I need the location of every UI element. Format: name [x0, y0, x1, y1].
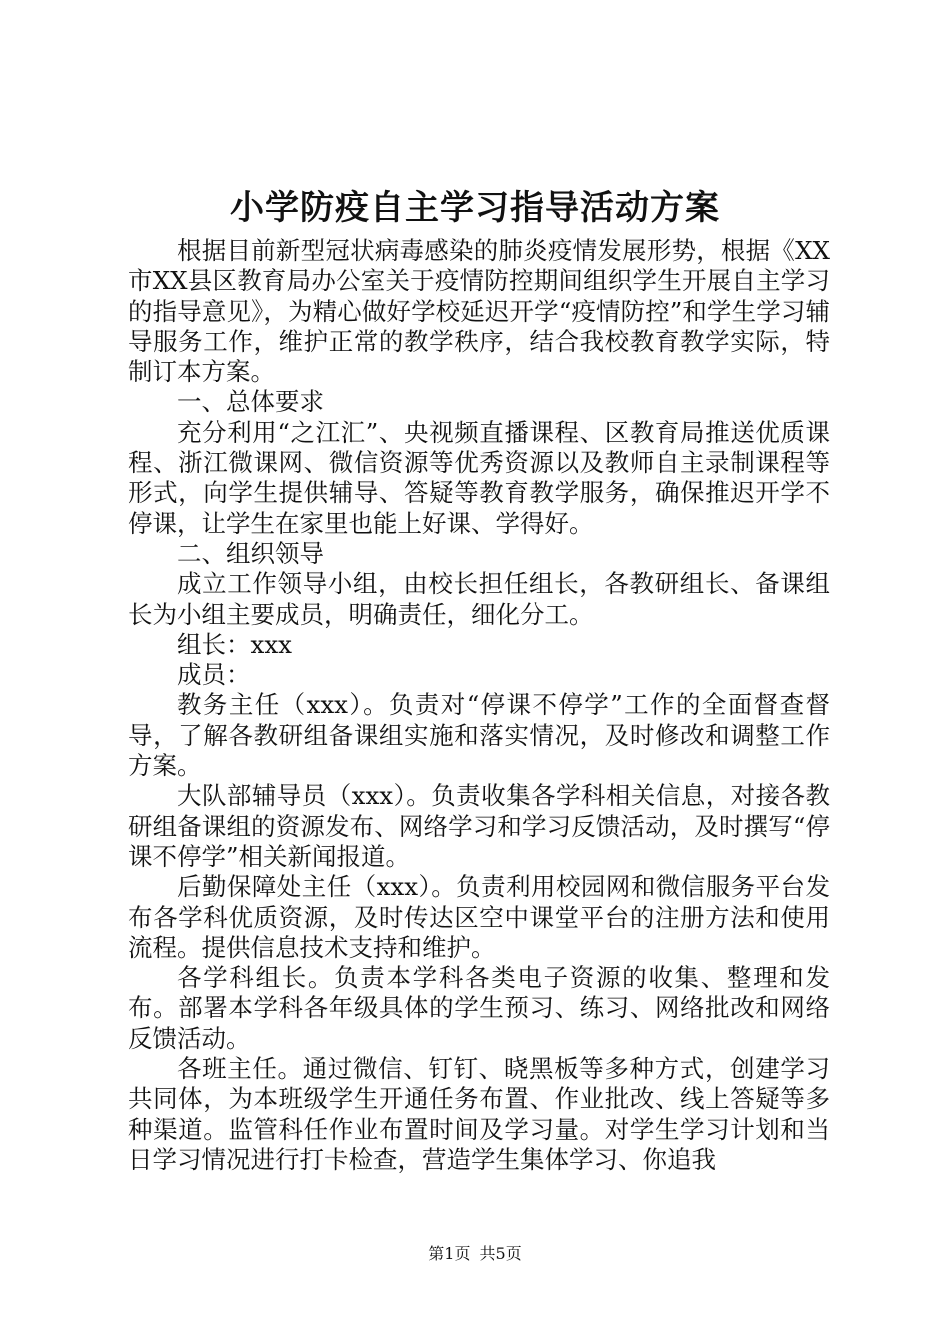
- paragraph-organization: 成立工作领导小组，由校长担任组长，各教研组长、备课组长为小组主要成员，明确责任，细化分工。: [128, 569, 830, 629]
- paragraph-brigade-counselor: 大队部辅导员（xxx）。负责收集各学科相关信息，对接各教研组备课组的资源发布、网络学习和学习反馈活动，及时撰写“停课不停学”相关新闻报道。: [128, 781, 830, 871]
- paragraph-class-teachers: 各班主任。通过微信、钉钉、晓黑板等多种方式，创建学习共同体，为本班级学生开通任务布置、作业批改、线上答疑等多种渠道。监管科任作业布置时间及学习量。对学生学习计划和当日学习情况进行打卡检查，营造学生集体学习、你追我: [128, 1054, 830, 1174]
- paragraph-subject-leaders: 各学科组长。负责本学科各类电子资源的收集、整理和发布。部署本学科各年级具体的学生预习、练习、网络批改和网络反馈活动。: [128, 963, 830, 1053]
- paragraph-intro: 根据目前新型冠状病毒感染的肺炎疫情发展形势，根据《XX市XX县区教育局办公室关于疫情防控期间组织学生开展自主学习的指导意见》，为精心做好学校延迟开学“疫情防控”和学生学习辅导服务工作，维护正常的教学秩序，结合我校教育教学实际，特制订本方案。: [128, 236, 830, 387]
- document-title: 小学防疫自主学习指导活动方案: [230, 188, 720, 228]
- page-total: 共5页: [479, 1244, 522, 1263]
- section-heading-organization: 二、组织领导: [177, 538, 324, 568]
- paragraph-group-leader: 组长：xxx: [177, 629, 292, 659]
- document-body: [128, 236, 830, 1175]
- page-footer: [0, 1242, 950, 1266]
- paragraph-members-label: 成员：: [177, 660, 251, 690]
- paragraph-general-requirements: 充分利用“之江汇”、央视频直播课程、区教育局推送优质课程、浙江微课网、微信资源等优秀资源以及教师自主录制课程等形式，向学生提供辅导、答疑等教育教学服务，确保推迟开学不停课，让学生在家里也能上好课、学得好。: [128, 417, 830, 538]
- section-heading-general-requirements: 一、总体要求: [177, 387, 324, 417]
- paragraph-logistics-director: 后勤保障处主任（xxx）。负责利用校园网和微信服务平台发布各学科优质资源，及时传达区空中课堂平台的注册方法和使用流程。提供信息技术支持和维护。: [128, 872, 830, 962]
- page-number: 第1页: [428, 1244, 471, 1263]
- paragraph-academic-director: 教务主任（xxx）。负责对“停课不停学”工作的全面督查督导，了解各教研组备课组实施和落实情况，及时修改和调整工作方案。: [128, 690, 830, 781]
